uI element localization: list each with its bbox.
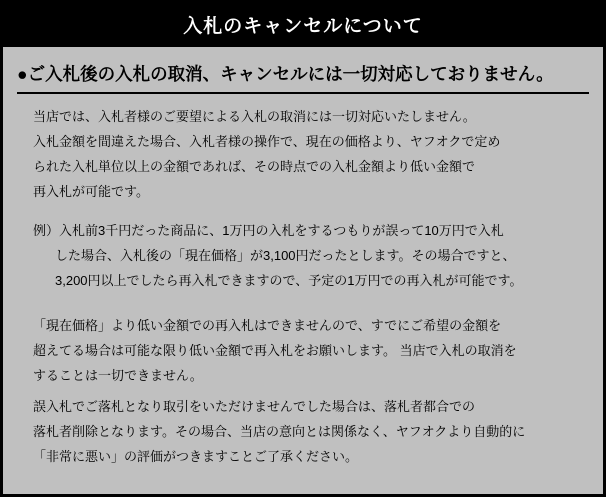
text-line: 「現在価格」より低い金額での再入札はできませんので、すでにご希望の金額を (33, 318, 502, 333)
text-line: 「非常に悪い」の評価がつきますことご了承ください。 (33, 449, 359, 464)
text-line: 3,200円以上でしたら再入札できますので、予定の1万円での再入札が可能です。 (55, 273, 523, 288)
spacer (17, 293, 589, 313)
text-line: られた入札単位以上の金額であれば、その時点での入札金額より低い金額で (33, 159, 476, 174)
notice-body (3, 61, 603, 469)
text-line: 超えてる場合は可能な限り低い金額で再入札をお願いします。 当店で入札の取消を (33, 343, 517, 358)
paragraph-mistaken-bid-consequences (17, 394, 589, 469)
page-title: 入札のキャンセルについて (3, 3, 603, 47)
text-line: 例）入札前3千円だった商品に、1万円の入札をするつもりが誤って10万円で入札 (33, 223, 504, 238)
headline-text: ●ご入札後の入札の取消、キャンセルには一切対応しておりません。 (17, 64, 554, 84)
text-line: した場合、入札後の「現在価格」が3,100円だったとします。その場合ですと、 (55, 248, 516, 263)
divider (17, 92, 589, 94)
text-line: 再入札が可能です。 (33, 184, 149, 199)
text-line: 入札金額を間違えた場合、入札者様の操作で、現在の価格より、ヤフオクで定め (33, 134, 501, 149)
text-line: 誤入札でご落札となり取引をいただけませんでした場合は、落札者都合での (33, 399, 476, 414)
paragraph-policy-main (17, 104, 589, 204)
text-line: 当店では、入札者様のご要望による入札の取消には一切対応いたしません。 (33, 109, 476, 124)
text-line: 落札者削除となります。その場合、当店の意向とは関係なく、ヤフオクより自動的に (33, 424, 526, 439)
text-line: することは一切できません。 (33, 368, 203, 383)
paragraph-rebid-conditions (17, 313, 589, 388)
spacer (17, 204, 589, 218)
paragraph-example (17, 218, 589, 293)
